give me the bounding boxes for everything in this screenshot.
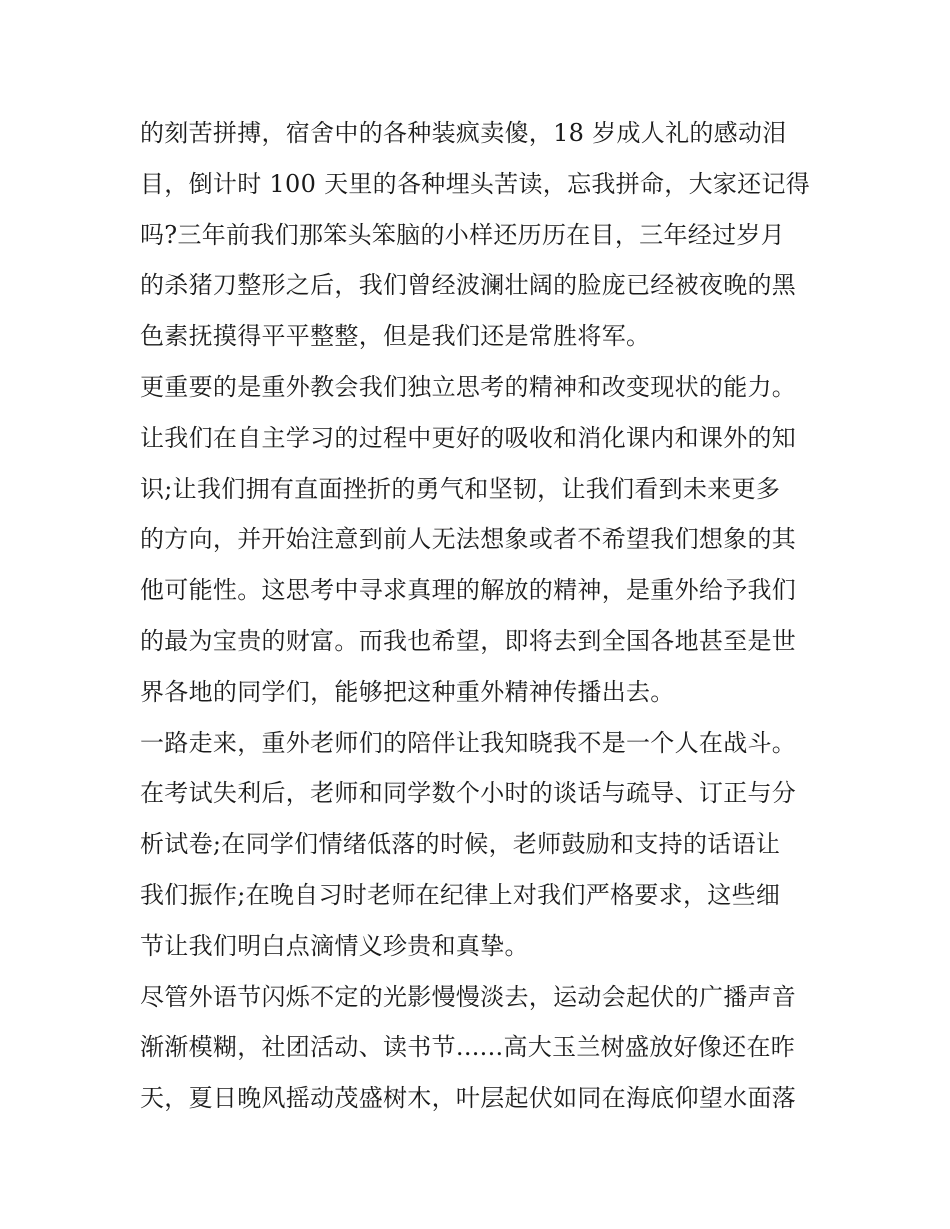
text-line: 的刻苦拼搏，宿舍中的各种装疯卖傻，18 岁成人礼的感动泪 [140,119,787,147]
text-line: 让我们在自主学习的过程中更好的吸收和消化课内和课外的知 [140,423,797,452]
document-body [140,108,820,1124]
text-line: 我们振作;在晚自习时老师在纪律上对我们严格要求，这些细 [140,880,781,909]
text-line: 节让我们明白点滴情义珍贵和真挚。 [140,931,529,960]
text-line: 色素抚摸得平平整整，但是我们还是常胜将军。 [140,322,651,351]
text-line: 尽管外语节闪烁不定的光影慢慢淡去，运动会起伏的广播声音 [140,982,797,1011]
text-line: 他可能性。这思考中寻求真理的解放的精神，是重外给予我们 [140,576,797,605]
text-line: 在考试失利后，老师和同学数个小时的谈话与疏导、订正与分 [140,779,797,808]
text-line: 界各地的同学们，能够把这种重外精神传播出去。 [140,677,675,706]
text-line: 天，夏日晚风摇动茂盛树木，叶层起伏如同在海底仰望水面落 [140,1084,797,1113]
text-line: 吗?三年前我们那笨头笨脑的小样还历历在目，三年经过岁月 [140,220,785,249]
text-line: 一路走来，重外老师们的陪伴让我知晓我不是一个人在战斗。 [140,728,797,757]
text-line: 渐渐模糊，社团活动、读书节......高大玉兰树盛放好像还在昨 [140,1033,796,1062]
text-line: 的方向，并开始注意到前人无法想象或者不希望我们想象的其 [140,525,797,554]
text-line: 识;让我们拥有直面挫折的勇气和坚韧，让我们看到未来更多 [140,474,781,503]
text-line: 目，倒计时 100 天里的各种埋头苦读，忘我拼命，大家还记得 [140,169,811,198]
text-line: 析试卷;在同学们情绪低落的时候，老师鼓励和支持的话语让 [140,830,781,859]
text-line: 的最为宝贵的财富。而我也希望，即将去到全国各地甚至是世 [140,626,797,655]
text-line: 更重要的是重外教会我们独立思考的精神和改变现状的能力。 [140,372,797,401]
text-line: 的杀猪刀整形之后，我们曾经波澜壮阔的脸庞已经被夜晚的黑 [140,271,797,300]
